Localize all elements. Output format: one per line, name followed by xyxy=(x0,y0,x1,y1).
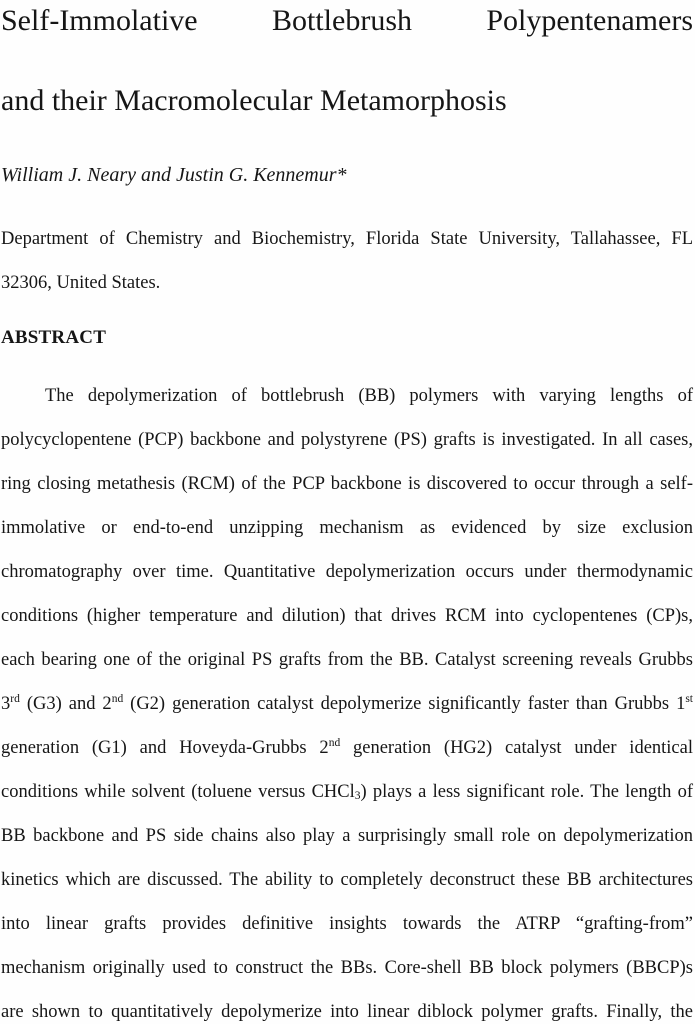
authors-line: William J. Neary and Justin G. Kennemur* xyxy=(1,164,347,186)
abstract-line: 3rd (G3) and 2nd (G2) generation catalyst depolymerize significantly faster than Grubbs 1st xyxy=(1,693,693,714)
abstract-heading: ABSTRACT xyxy=(1,327,107,348)
abstract-line: polycyclopentene (PCP) backbone and polystyrene (PS) grafts is investigated. In all cases, xyxy=(1,430,693,450)
abstract-line: mechanism originally used to construct the BBs. Core-shell BB block polymers (BBCP)s xyxy=(1,958,693,978)
abstract-line: ring closing metathesis (RCM) of the PCP backbone is discovered to occur through a self- xyxy=(1,474,693,494)
abstract-line: are shown to quantitatively depolymerize into linear diblock polymer grafts. Finally, the xyxy=(1,1002,693,1022)
paper-title xyxy=(1,0,693,122)
abstract-line: into linear grafts provides definitive insights towards the ATRP “grafting-from” xyxy=(1,914,693,934)
abstract-line: conditions while solvent (toluene versus CHCl$_3$) plays a less significant role. The length of xyxy=(1,782,694,802)
abstract-line: each bearing one of the original PS grafts from the BB. Catalyst screening reveals Grubbs xyxy=(1,650,693,670)
paper-title-line: and their Macromolecular Metamorphosis xyxy=(1,84,507,117)
affiliation xyxy=(1,217,693,305)
abstract-line: immolative or end-to-end unzipping mechanism as evidenced by size exclusion xyxy=(1,518,693,538)
abstract-line: chromatography over time. Quantitative depolymerization occurs under thermodynamic xyxy=(1,562,693,582)
affiliation-line: 32306, United States. xyxy=(1,273,161,293)
abstract-line: BB backbone and PS side chains also play a surprisingly small role on depolymerization xyxy=(1,826,693,846)
abstract-line: conditions (higher temperature and dilution) that drives RCM into cyclopentenes (CP)s, xyxy=(1,606,693,626)
abstract-line: The depolymerization of bottlebrush (BB) polymers with varying lengths of xyxy=(45,386,693,406)
abstract-line: kinetics which are discussed. The ability to completely deconstruct these BB architectures xyxy=(1,870,693,890)
affiliation-line: Department of Chemistry and Biochemistry, Florida State University, Tallahassee, FL xyxy=(1,229,693,249)
paper-title-line: Self-Immolative Bottlebrush Polypentenamers xyxy=(1,4,693,37)
abstract-body xyxy=(1,374,693,1024)
abstract-line: generation (G1) and Hoveyda-Grubbs 2nd generation (HG2) catalyst under identical xyxy=(1,737,693,758)
